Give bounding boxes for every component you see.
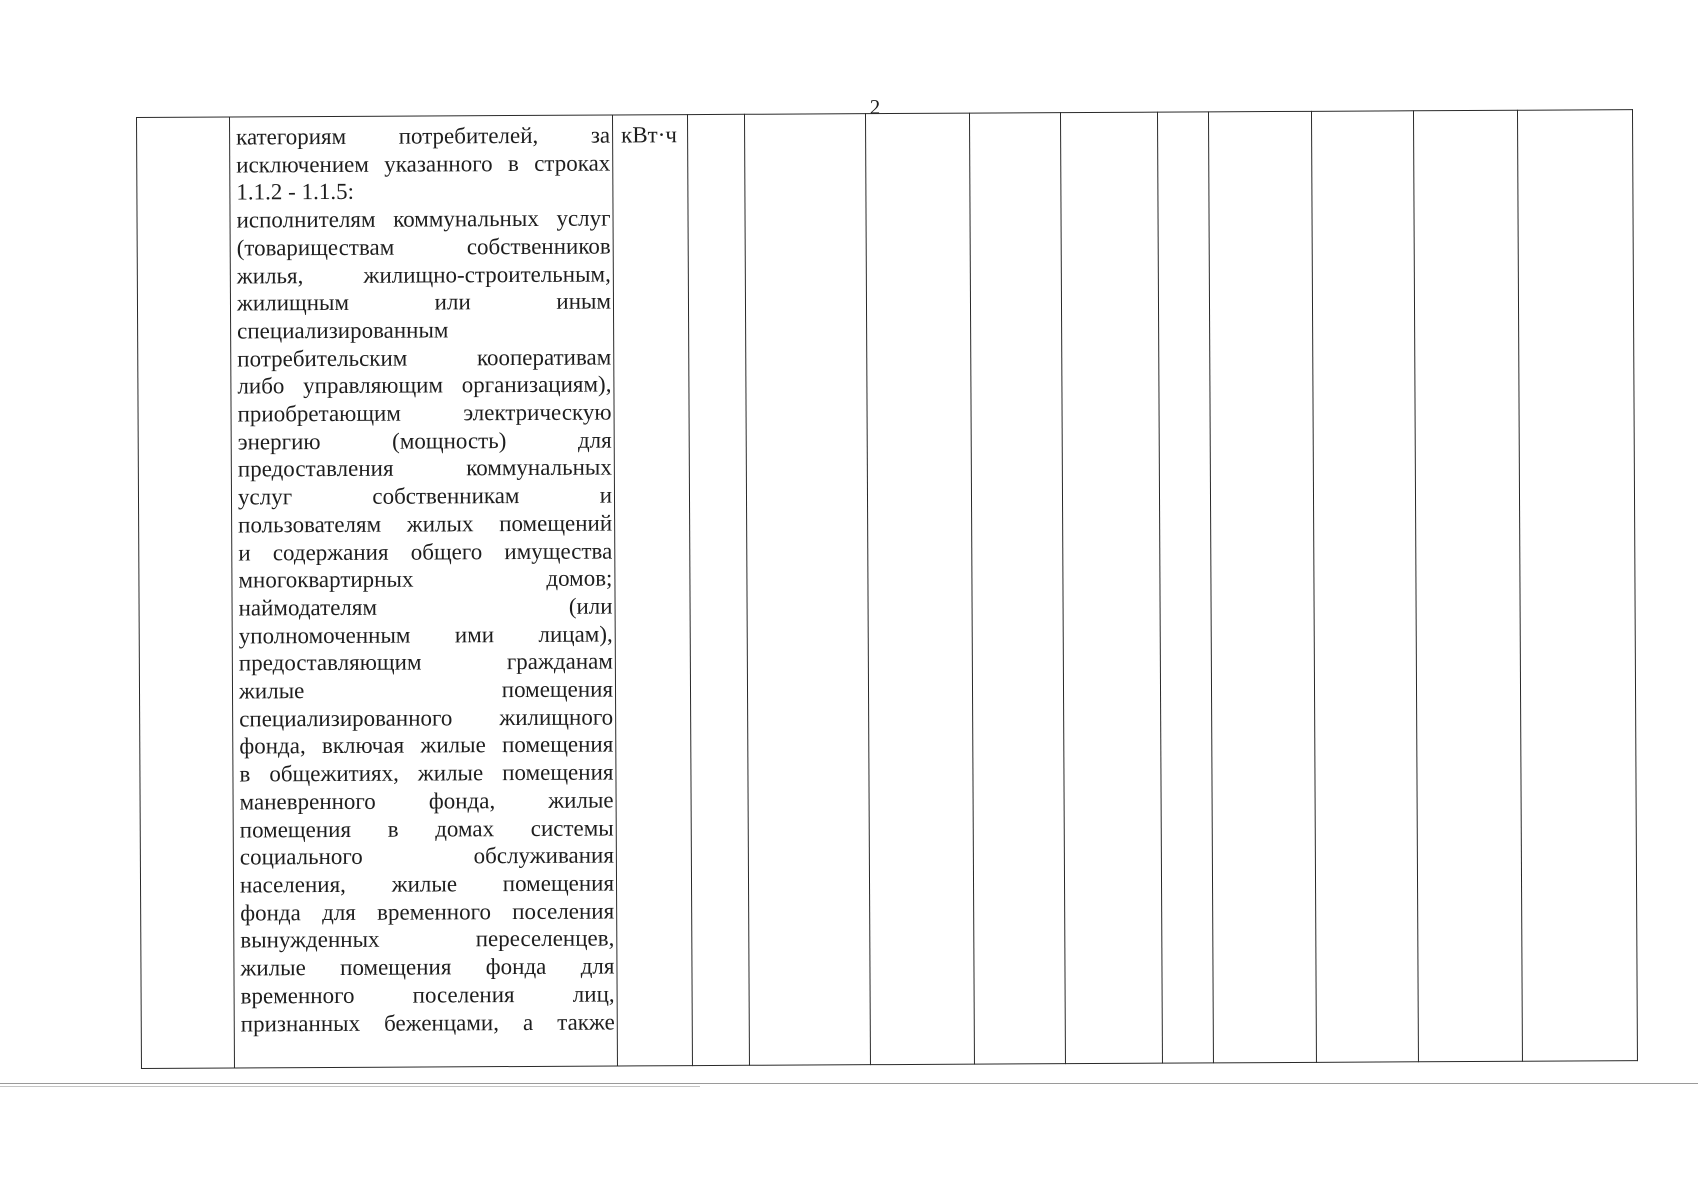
description-line: предоставляющим гражданам [238,648,613,676]
description-line: услуг собственникам и [237,482,613,510]
description-line: населения, жилые помещения [239,870,615,898]
value-cell-4 [969,113,1065,1064]
description-line: уполномоченным ими лицам), [238,621,613,649]
value-cell-6 [1157,112,1213,1063]
description-line: приобретающим электрическую [237,399,612,427]
description-line: потребительским кооперативам [237,344,612,372]
description-line: жилые помещения [238,676,614,704]
page-number: 2 [869,95,881,119]
description-line: (товариществам собственников [236,233,611,261]
description-line: признанных беженцами, а также [240,1009,615,1036]
value-cell-9 [1413,110,1522,1062]
value-cell-8 [1311,111,1418,1063]
description-line: энергию (мощность) для [237,427,612,455]
value-cell-7 [1208,111,1316,1063]
description-line: жилые помещения фонда для [240,953,615,981]
value-cell-3 [865,113,974,1065]
description-line: категориям потребителей, за [236,122,611,150]
description-line: пользователям жилых помещений [238,510,613,538]
description-line: в общежитиях, жилые помещения [239,759,614,787]
description-line: многоквартирных домов; [238,565,613,593]
description-line: помещения в домах системы [239,815,614,843]
scan-edge-line-faint [0,1086,700,1087]
description-line: временного поселения лиц, [240,981,615,1009]
table-row [137,110,1638,1069]
description-line: исключением указанного в строках [236,150,611,178]
description-line: жилья, жилищно-строительным, [236,261,611,288]
description-line: жилищным или иным [236,288,612,316]
value-cell-1 [687,114,749,1065]
tariff-table [136,109,1638,1069]
description-line: либо управляющим организациям), [237,371,612,399]
value-cell-2 [744,114,870,1066]
unit-cell: кВт·ч [612,115,692,1066]
description-line: наймодателям (или [238,593,613,621]
description-line: специализированным [237,317,449,344]
description-cell [230,115,618,1068]
description-line: социального обслуживания [239,842,614,870]
description-line: маневренного фонда, жилые [239,787,614,815]
description-line: предоставления коммунальных [237,454,612,482]
description-line: вынужденных переселенцев, [240,925,615,953]
description-line: исполнителям коммунальных услуг [236,205,611,233]
description-line: фонда, включая жилые помещения [239,731,614,759]
description-line: специализированного жилищного [239,704,614,732]
row-number-cell [137,117,235,1068]
description-line: фонда для временного поселения [240,898,615,926]
scan-edge-line [0,1083,1698,1084]
value-cell-5 [1060,112,1162,1063]
value-cell-10 [1517,110,1637,1062]
description-line: и содержания общего имущества [238,538,613,566]
description-line: 1.1.2 - 1.1.5: [236,179,355,205]
